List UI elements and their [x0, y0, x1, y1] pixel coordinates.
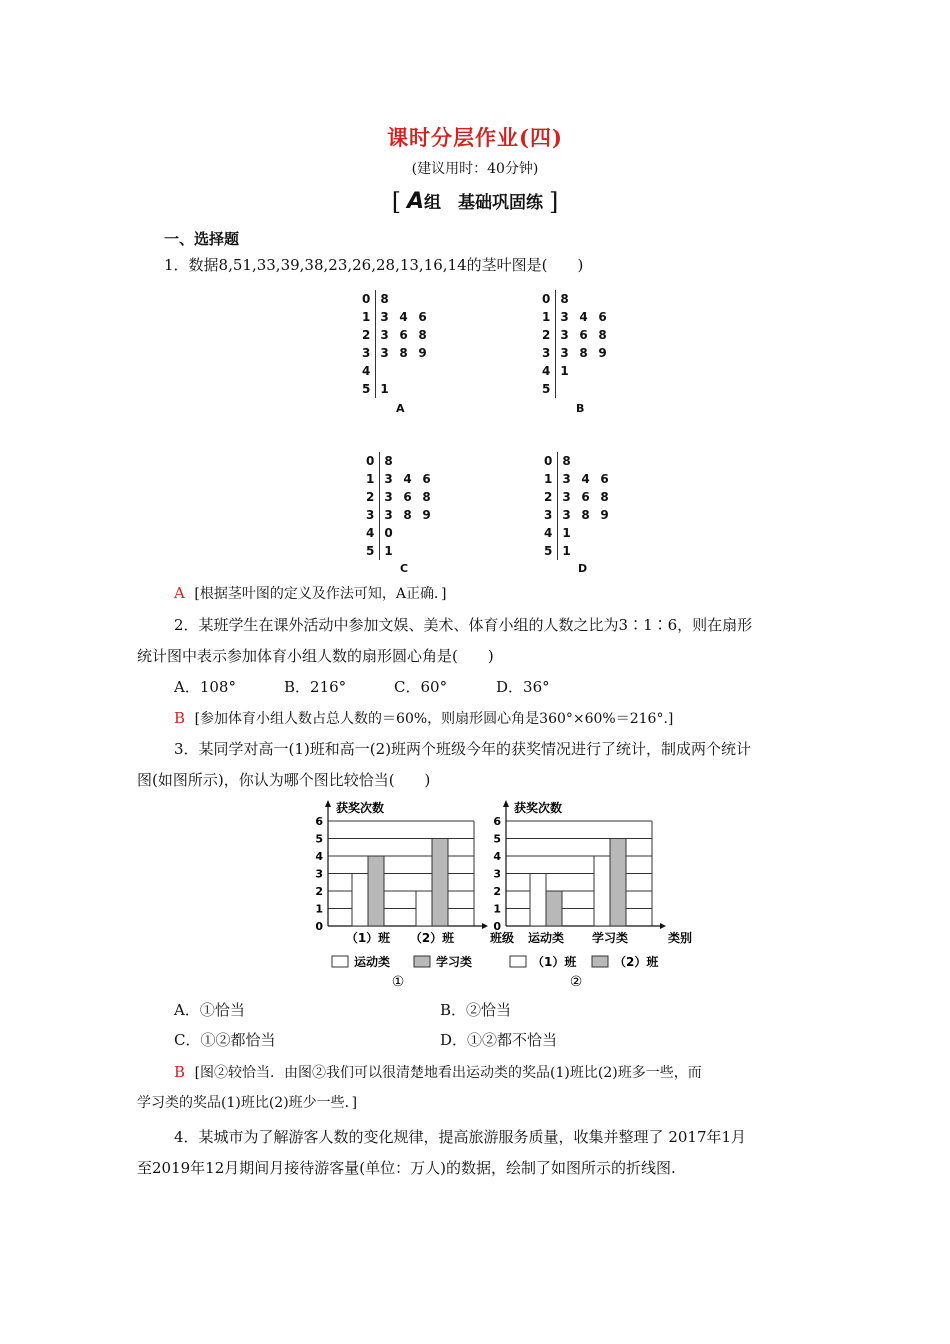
leaf: 3 — [384, 472, 393, 486]
y-tick-label: 5 — [493, 832, 501, 846]
leaf-values — [380, 488, 445, 506]
leaf: 1 — [562, 544, 571, 558]
leaf: 3 — [562, 472, 571, 486]
leaf: 3 — [384, 508, 393, 522]
section-heading: 一、选择题 — [164, 230, 240, 248]
stem-row — [358, 380, 441, 398]
stem-value: 2 — [358, 326, 376, 344]
legend-label: （1）班 — [532, 955, 577, 969]
leaf: 1 — [562, 526, 571, 540]
stem-value: 0 — [538, 290, 556, 308]
leaf: 3 — [380, 310, 389, 324]
chart-caption: ② — [569, 974, 583, 990]
leaf-values — [556, 326, 621, 344]
leaf-values — [556, 362, 621, 380]
stem-plot-d — [540, 452, 623, 575]
stem-value: 4 — [362, 524, 380, 542]
stem-row — [538, 308, 621, 326]
answer-letter: A — [174, 584, 185, 602]
answer-explanation: [图②较恰当．由图②我们可以很清楚地看出运动类的奖品(1)班比(2)班多一些，而 — [194, 1065, 702, 1081]
leaf-values — [376, 362, 441, 380]
leaf: 4 — [579, 310, 588, 324]
y-tick-label: 3 — [315, 867, 323, 881]
y-tick-label: 2 — [493, 885, 501, 898]
leaf-values — [558, 542, 623, 560]
stem-plot-c — [362, 452, 445, 575]
leaf: 8 — [598, 328, 607, 342]
stem-value: 3 — [538, 344, 556, 362]
y-tick-label: 1 — [493, 902, 501, 916]
legend-swatch — [332, 956, 348, 967]
legend-swatch — [592, 956, 608, 967]
stem-value: 1 — [540, 470, 558, 488]
leaf-values — [376, 326, 441, 344]
stem-value: 3 — [358, 344, 376, 362]
stem-row — [362, 452, 445, 470]
stem-value: 1 — [362, 470, 380, 488]
chart-caption: ① — [391, 974, 405, 990]
y-axis-arrow — [503, 800, 509, 807]
stem-row — [362, 470, 445, 488]
x-axis-title: 班级 — [490, 931, 515, 945]
bar-chart-2 — [493, 800, 692, 990]
leaf: 3 — [384, 490, 393, 504]
stem-row — [362, 488, 445, 506]
bar — [594, 856, 610, 926]
stem-row — [358, 308, 441, 326]
bar — [530, 874, 546, 927]
leaf-values — [376, 290, 441, 308]
leaf: 8 — [579, 346, 588, 360]
leaf: 1 — [380, 382, 389, 396]
stem-row — [362, 524, 445, 542]
answer-explanation: [根据茎叶图的定义及作法可知，A正确．] — [194, 586, 447, 602]
leaf: 8 — [399, 346, 408, 360]
leaf-values — [556, 380, 621, 398]
stem-row — [358, 290, 441, 308]
stem-row — [540, 524, 623, 542]
y-axis-title: 获奖次数 — [514, 801, 563, 815]
answer-letter: B — [174, 1063, 186, 1081]
stem-value: 0 — [362, 452, 380, 470]
stem-value: 1 — [538, 308, 556, 326]
legend-swatch — [510, 956, 526, 967]
x-axis-title: 类别 — [668, 931, 693, 945]
leaf-values — [558, 524, 623, 542]
leaf: 6 — [418, 310, 427, 324]
legend-label: 学习类 — [436, 955, 473, 969]
stem-value: 2 — [362, 488, 380, 506]
leaf: 4 — [399, 310, 408, 324]
group-letter: A — [406, 189, 425, 214]
stem-table — [358, 290, 441, 398]
leaf: 6 — [598, 310, 607, 324]
stem-row — [538, 362, 621, 380]
leaf: 8 — [560, 292, 569, 306]
legend-label: （2）班 — [614, 955, 659, 969]
leaf: 6 — [600, 472, 609, 486]
stem-row — [540, 542, 623, 560]
leaf-values — [558, 488, 623, 506]
leaf-values — [376, 308, 441, 326]
leaf: 9 — [600, 508, 609, 522]
bracket-right: ] — [548, 188, 559, 216]
y-tick-label: 6 — [315, 815, 323, 828]
stem-value: 1 — [358, 308, 376, 326]
leaf: 8 — [581, 508, 590, 522]
bar-chart-1 — [315, 800, 514, 990]
q3-answer — [174, 1061, 702, 1084]
stem-value: 4 — [540, 524, 558, 542]
stem-value: 0 — [358, 290, 376, 308]
q2-stem-line2: 统计图中表示参加体育小组人数的扇形圆心角是( ) — [137, 647, 494, 665]
page-title: 课时分层作业(四) — [387, 125, 563, 150]
plot-label: D — [578, 562, 588, 575]
y-tick-label: 2 — [315, 885, 323, 898]
leaf: 8 — [422, 490, 431, 504]
legend-swatch — [414, 956, 430, 967]
x-axis-arrow — [482, 923, 488, 929]
q3-stem-line2: 图(如图所示)，你认为哪个图比较恰当( ) — [137, 771, 431, 789]
q2-stem-line1: 2．某班学生在课外活动中参加文娱、美术、体育小组的人数之比为3∶1∶6，则在扇形 — [174, 616, 753, 634]
stem-table — [540, 452, 623, 560]
stem-plot-b — [538, 290, 621, 415]
leaf: 8 — [418, 328, 427, 342]
stem-row — [540, 470, 623, 488]
stem-row — [538, 344, 621, 362]
legend-label: 运动类 — [354, 955, 391, 969]
q2-option-a: A．108° — [174, 678, 236, 696]
stem-row — [540, 452, 623, 470]
y-tick-label: 0 — [315, 920, 323, 933]
stem-row — [538, 380, 621, 398]
stem-value: 5 — [538, 380, 556, 398]
q4-stem-line2: 至2019年12月期间月接待游客量(单位：万人)的数据，绘制了如图所示的折线图. — [137, 1159, 676, 1177]
q3-stem-line1: 3．某同学对高一(1)班和高一(2)班两个班级今年的获奖情况进行了统计，制成两个统计 — [174, 740, 752, 758]
leaf-values — [380, 470, 445, 488]
leaf: 3 — [380, 346, 389, 360]
group-label: 组 基础巩固练 — [424, 193, 544, 213]
q1-answer — [174, 582, 446, 605]
leaf-values — [556, 308, 621, 326]
stem-value: 4 — [538, 362, 556, 380]
suggested-time: (建议用时：40分钟) — [411, 161, 539, 177]
leaf: 6 — [422, 472, 431, 486]
stem-value: 4 — [358, 362, 376, 380]
stem-value: 5 — [362, 542, 380, 560]
q3-option-b: B．②恰当 — [440, 1001, 512, 1019]
leaf: 3 — [562, 490, 571, 504]
stem-value: 3 — [540, 506, 558, 524]
stem-row — [362, 542, 445, 560]
leaf: 3 — [560, 346, 569, 360]
leaf: 9 — [418, 346, 427, 360]
leaf-values — [556, 290, 621, 308]
q4-stem-line1: 4．某城市为了解游客人数的变化规律，提高旅游服务质量，收集并整理了 2017年1月 — [174, 1128, 747, 1146]
stem-value: 2 — [538, 326, 556, 344]
stem-row — [362, 506, 445, 524]
stem-plot-a — [358, 290, 441, 415]
leaf: 3 — [560, 310, 569, 324]
leaf-values — [380, 524, 445, 542]
q1-stem: 1．数据8,51,33,39,38,23,26,28,13,16,14的茎叶图是( ) — [164, 256, 584, 274]
bracket-left: [ — [391, 188, 402, 216]
bar — [432, 839, 448, 927]
q2-option-b: B．216° — [284, 678, 347, 696]
stem-row — [358, 326, 441, 344]
q2-answer — [174, 707, 673, 730]
bar — [368, 856, 384, 926]
leaf: 4 — [581, 472, 590, 486]
stem-row — [540, 488, 623, 506]
bar — [546, 891, 562, 926]
leaf: 3 — [560, 328, 569, 342]
stem-row — [538, 290, 621, 308]
stem-value: 5 — [540, 542, 558, 560]
leaf: 8 — [384, 454, 393, 468]
y-axis-title: 获奖次数 — [336, 801, 385, 815]
bar — [610, 839, 626, 927]
answer-letter: B — [174, 709, 186, 727]
leaf: 8 — [562, 454, 571, 468]
leaf-values — [380, 542, 445, 560]
stem-row — [540, 506, 623, 524]
y-tick-label: 3 — [493, 867, 501, 881]
q2-option-d: D．36° — [496, 678, 550, 696]
plot-label: A — [396, 402, 405, 415]
y-tick-label: 0 — [493, 920, 501, 933]
bar — [352, 874, 368, 927]
stem-row — [358, 344, 441, 362]
leaf-values — [376, 344, 441, 362]
leaf: 6 — [579, 328, 588, 342]
leaf: 6 — [581, 490, 590, 504]
y-axis-arrow — [325, 800, 331, 807]
plot-label: C — [400, 562, 409, 575]
stem-value: 0 — [540, 452, 558, 470]
leaf: 9 — [598, 346, 607, 360]
bar — [416, 891, 432, 926]
leaf-values — [558, 506, 623, 524]
stem-table — [362, 452, 445, 560]
leaf: 3 — [380, 328, 389, 342]
q3-option-d: D．①②都不恰当 — [440, 1031, 558, 1049]
x-tick-label: （1）班 — [345, 931, 391, 945]
leaf: 1 — [560, 364, 569, 378]
x-axis-arrow — [660, 923, 666, 929]
stem-row — [538, 326, 621, 344]
y-tick-label: 6 — [493, 815, 501, 828]
stem-value: 5 — [358, 380, 376, 398]
leaf: 6 — [403, 490, 412, 504]
x-tick-label: 学习类 — [591, 931, 629, 945]
q2-option-c: C．60° — [394, 678, 448, 696]
stem-value: 3 — [362, 506, 380, 524]
leaf: 9 — [422, 508, 431, 522]
leaf: 8 — [403, 508, 412, 522]
stem-row — [358, 362, 441, 380]
leaf-values — [558, 452, 623, 470]
plot-label: B — [576, 402, 585, 415]
leaf-values — [558, 470, 623, 488]
leaf: 0 — [384, 526, 393, 540]
x-tick-label: 运动类 — [527, 931, 565, 945]
stem-table — [538, 290, 621, 398]
y-tick-label: 1 — [315, 902, 323, 916]
x-tick-label: （2）班 — [409, 931, 455, 945]
leaf: 3 — [562, 508, 571, 522]
leaf-values — [380, 452, 445, 470]
group-banner — [0, 188, 950, 216]
leaf-values — [556, 344, 621, 362]
leaf-values — [380, 506, 445, 524]
y-tick-label: 5 — [315, 832, 323, 846]
q3-option-a: A．①恰当 — [174, 1001, 245, 1019]
q3-option-c: C．①②都恰当 — [174, 1031, 276, 1049]
leaf: 8 — [600, 490, 609, 504]
leaf: 4 — [403, 472, 412, 486]
stem-value: 2 — [540, 488, 558, 506]
q3-answer-line2: 学习类的奖品(1)班比(2)班少一些．] — [137, 1095, 358, 1111]
leaf: 8 — [380, 292, 389, 306]
award-charts-figure — [300, 798, 700, 994]
leaf-values — [376, 380, 441, 398]
leaf: 6 — [399, 328, 408, 342]
answer-explanation: [参加体育小组人数占总人数的＝60%，则扇形圆心角是360°×60%＝216°.] — [194, 711, 674, 727]
y-tick-label: 4 — [315, 850, 323, 863]
y-tick-label: 4 — [493, 850, 501, 863]
leaf: 1 — [384, 544, 393, 558]
